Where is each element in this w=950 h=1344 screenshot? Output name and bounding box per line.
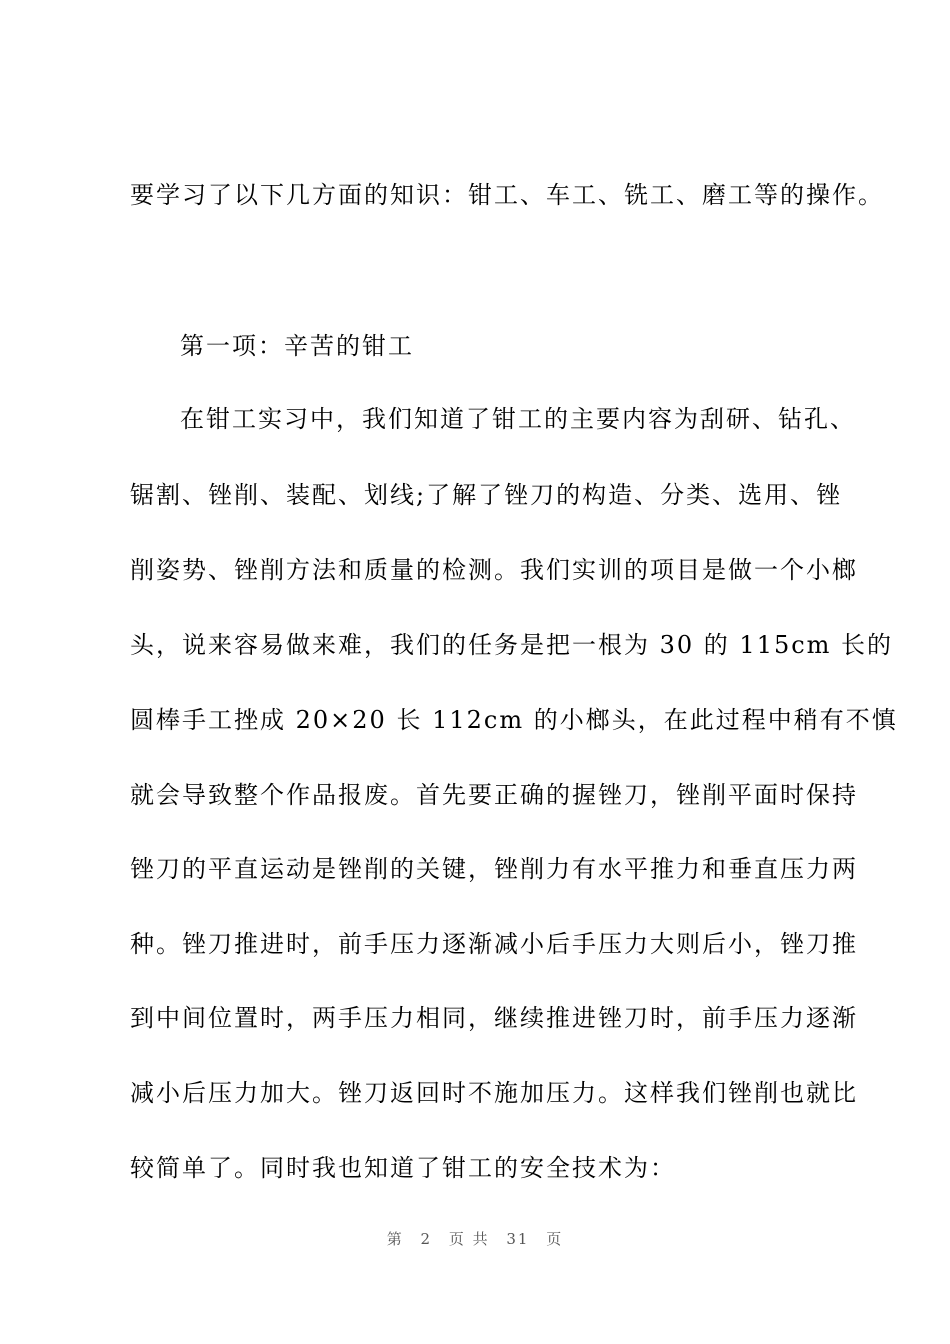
total-page-count: 31 <box>506 1230 530 1248</box>
page-footer <box>0 1228 950 1249</box>
text-line: 锯割、锉削、装配、划线;了解了锉刀的构造、分类、选用、锉 <box>130 481 843 509</box>
text-line: 就会导致整个作品报废。首先要正确的握锉刀，锉削平面时保持 <box>130 781 858 809</box>
text-line: 头，说来容易做来难，我们的任务是把一根为 30 的 115cm 长的 <box>130 631 894 659</box>
current-page-number: 2 <box>420 1230 433 1248</box>
footer-middle: 页 共 <box>448 1230 490 1248</box>
text-line: 削姿势、锉削方法和质量的检测。我们实训的项目是做一个小榔 <box>130 556 858 584</box>
text-line: 圆棒手工挫成 20×20 长 112cm 的小榔头，在此过程中稍有不慎 <box>130 706 898 734</box>
text-line: 到中间位置时，两手压力相同，继续推进锉刀时，前手压力逐渐 <box>130 1004 858 1032</box>
footer-prefix: 第 <box>386 1230 404 1248</box>
text-line: 减小后压力加大。锉刀返回时不施加压力。这样我们锉削也就比 <box>130 1079 858 1107</box>
text-line: 在钳工实习中，我们知道了钳工的主要内容为刮研、钻孔、 <box>180 405 856 433</box>
text-line: 要学习了以下几方面的知识：钳工、车工、铣工、磨工等的操作。 <box>130 181 884 209</box>
text-line: 种。锉刀推进时，前手压力逐渐减小后手压力大则后小，锉刀推 <box>130 930 858 958</box>
footer-suffix: 页 <box>546 1230 564 1248</box>
text-line: 锉刀的平直运动是锉削的关键，锉削力有水平推力和垂直压力两 <box>130 855 858 883</box>
section-heading: 第一项：辛苦的钳工 <box>180 332 414 360</box>
text-line: 较简单了。同时我也知道了钳工的安全技术为： <box>130 1154 676 1182</box>
